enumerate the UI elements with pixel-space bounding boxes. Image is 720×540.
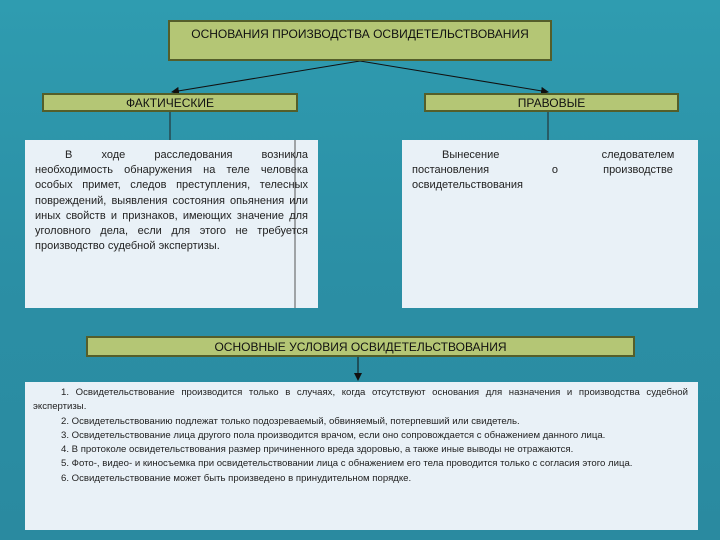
conditions-label: ОСНОВНЫЕ УСЛОВИЯ ОСВИДЕТЕЛЬСТВОВАНИЯ: [214, 340, 507, 354]
factual-label: ФАКТИЧЕСКИЕ: [125, 96, 215, 110]
legal-text-right-block: [586, 148, 690, 178]
factual-divider: [293, 140, 297, 308]
condition-item: 1. Освидетельствование производится только в случаях, когда отсутствуют основания для назначения и производства судебной экспертизы.: [33, 387, 688, 413]
legal-label: ПРАВОВЫЕ: [517, 96, 586, 110]
legal-description: [402, 140, 698, 308]
condition-item: 3. Освидетельствование лица другого пола производится врачом, если оно сопровождается с обнажением данного лица.: [61, 429, 606, 441]
conditions-list: [25, 382, 698, 530]
factual-header: [42, 93, 298, 112]
conditions-header: [86, 336, 635, 357]
condition-item: 5. Фото-, видео- и киносъемка при освидетельствовании лица с обнажением его тела проводится только с согласия этого лица.: [61, 458, 633, 470]
condition-item: 2. Освидетельствованию подлежат только подозреваемый, обвиняемый, потерпевший или свидетель.: [61, 415, 520, 427]
condition-item: 6. Освидетельствование может быть произведено в принудительном порядке.: [61, 472, 412, 484]
factual-paragraph: В ходе расследования возникла необходимость обнаружения на теле человека особых примет, следов преступления, телесных повреждений, выявления состояния опьянения или иных свойств и признаков, имеющих значение для уголовного дела, если для этого не требуется производство судебной экспертизы.: [35, 149, 308, 253]
factual-description: [25, 140, 318, 308]
arrow-to-factual: [172, 61, 360, 92]
title-text: ОСНОВАНИЯ ПРОИЗВОДСТВА ОСВИДЕТЕЛЬСТВОВАНИЯ: [191, 27, 529, 41]
legal-text-left-block: [412, 148, 558, 194]
arrow-to-legal: [360, 61, 548, 92]
legal-text-right: следователем производстве: [601, 149, 675, 177]
legal-text-left: Вынесение постановления о освидетельствования: [412, 149, 558, 192]
condition-item: 4. В протоколе освидетельствования размер причиненного вреда здоровью, а также иные выводы не отражаются.: [61, 444, 574, 456]
legal-header: [424, 93, 679, 112]
title-box: [168, 20, 552, 61]
